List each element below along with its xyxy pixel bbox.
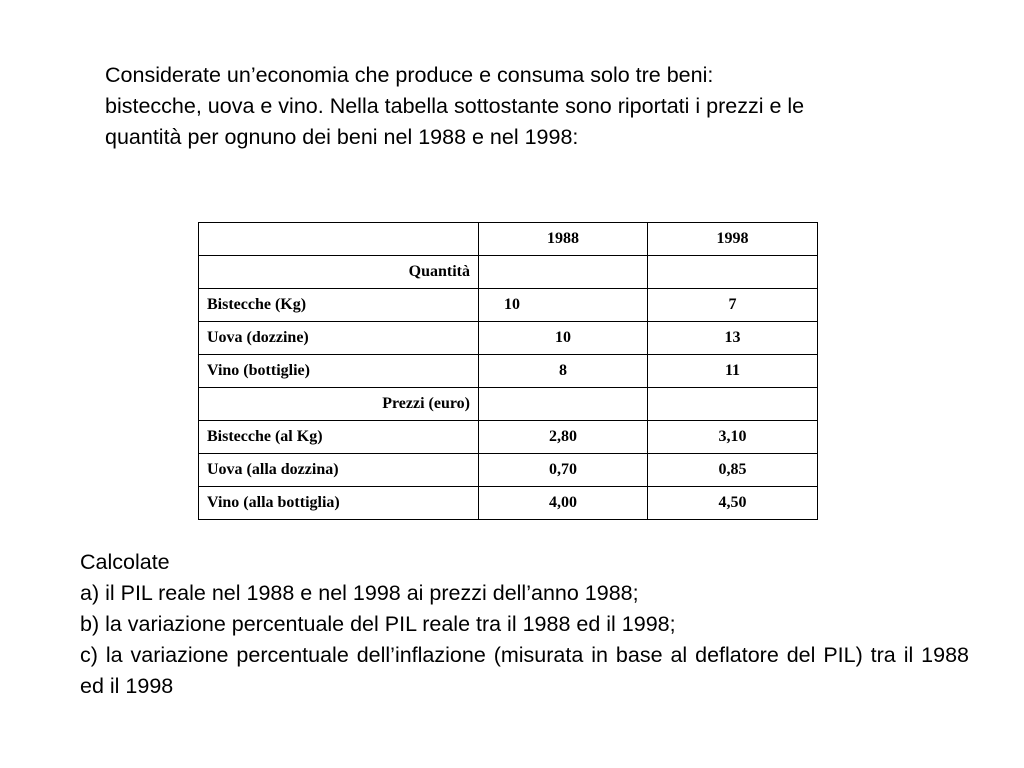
question-c: c) la variazione percentuale dell’inflazione (misurata in base al deflatore del PIL) tra il 1988 ed il 1998 [80,643,969,698]
value-1988: 0,70 [479,454,648,487]
section-row-quantity [199,256,818,289]
value-1988: 8 [479,355,648,388]
table-cell [479,388,648,421]
row-label: Uova (alla dozzina) [199,454,479,487]
value-1988: 4,00 [479,487,648,520]
value-1998: 3,10 [648,421,818,454]
table-row [199,487,818,520]
value-1998: 13 [648,322,818,355]
intro-line: Considerate un’economia che produce e consuma solo tre beni: [105,63,714,87]
header-cell-1998: 1998 [648,223,818,256]
row-label: Vino (alla bottiglia) [199,487,479,520]
value-1988: 10 [479,289,648,322]
value-1998: 7 [648,289,818,322]
table-header-row [199,223,818,256]
value-1988: 10 [479,322,648,355]
row-label: Vino (bottiglie) [199,355,479,388]
table-row [199,421,818,454]
section-row-prices [199,388,818,421]
table-row [199,289,818,322]
intro-line: quantità per ognuno dei beni nel 1988 e nel 1998: [105,125,579,149]
value-1998: 0,85 [648,454,818,487]
row-label: Bistecche (al Kg) [199,421,479,454]
header-cell-1988: 1988 [479,223,648,256]
intro-paragraph [105,60,965,153]
table-cell [648,388,818,421]
questions-heading: Calcolate [80,550,170,574]
table-row [199,454,818,487]
question-b: b) la variazione percentuale del PIL reale tra il 1988 ed il 1998; [80,612,676,636]
value-1998: 11 [648,355,818,388]
table-row [199,322,818,355]
intro-line: bistecche, uova e vino. Nella tabella sottostante sono riportati i prezzi e le [105,94,805,118]
questions-block [80,547,969,702]
value-1998: 4,50 [648,487,818,520]
row-label: Uova (dozzine) [199,322,479,355]
value-1988: 2,80 [479,421,648,454]
section-label-prices: Prezzi (euro) [199,388,479,421]
section-label-quantity: Quantità [199,256,479,289]
table-cell [648,256,818,289]
table-cell [479,256,648,289]
question-a: a) il PIL reale nel 1988 e nel 1998 ai prezzi dell’anno 1988; [80,581,639,605]
row-label: Bistecche (Kg) [199,289,479,322]
prices-quantities-table [198,222,818,520]
header-cell-empty [199,223,479,256]
table-row [199,355,818,388]
